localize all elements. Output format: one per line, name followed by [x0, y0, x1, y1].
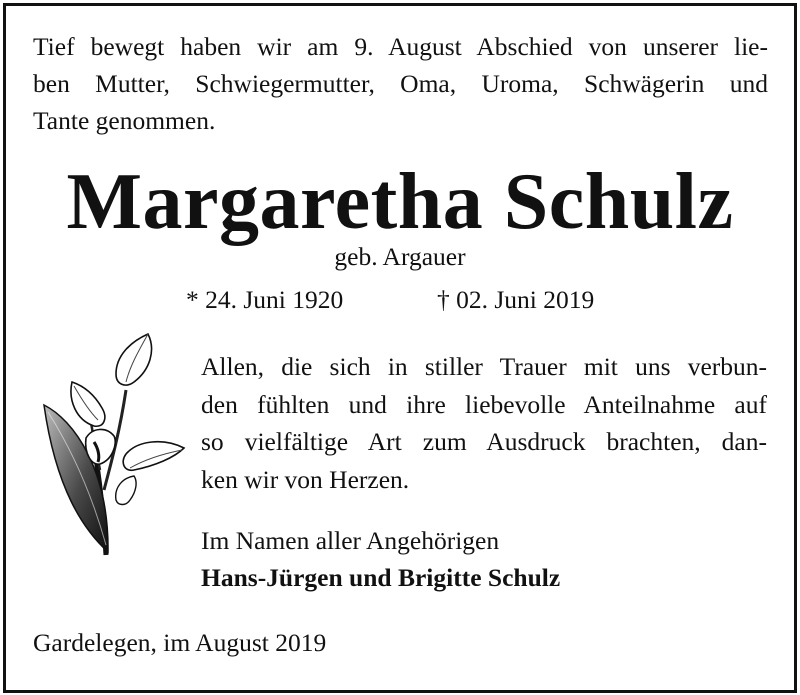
- thanks-text: [201, 348, 767, 498]
- thanks-line: so vielfältige Art zum Ausdruck brachten, dan-: [201, 427, 767, 456]
- calla-lily-icon: [34, 330, 194, 565]
- thanks-line: ken wir von Herzen.: [201, 464, 410, 494]
- intro-line: Tante genommen.: [33, 106, 216, 135]
- death-date: † 02. Juni 2019: [437, 285, 595, 314]
- deceased-name: Margaretha Schulz: [66, 158, 734, 246]
- thanks-line: Allen, die sich in stiller Trauer mit uns verbun-: [201, 352, 767, 381]
- signers-names: Hans-Jürgen und Brigitte Schulz: [201, 563, 561, 592]
- intro-text: [33, 28, 768, 139]
- on-behalf-text: Im Namen aller Angehörigen: [201, 526, 500, 555]
- intro-line: ben Mutter, Schwiegermutter, Oma, Uroma, Schwägerin und: [33, 69, 768, 98]
- thanks-line: den fühlten und ihre liebevolle Anteilnahme auf: [201, 389, 767, 419]
- place-and-date: Gardelegen, im August 2019: [33, 628, 327, 657]
- intro-line: Tief bewegt haben wir am 9. August Abschied von unserer lie-: [33, 32, 768, 61]
- birth-date: * 24. Juni 1920: [186, 285, 344, 314]
- birth-name: geb. Argauer: [334, 242, 466, 271]
